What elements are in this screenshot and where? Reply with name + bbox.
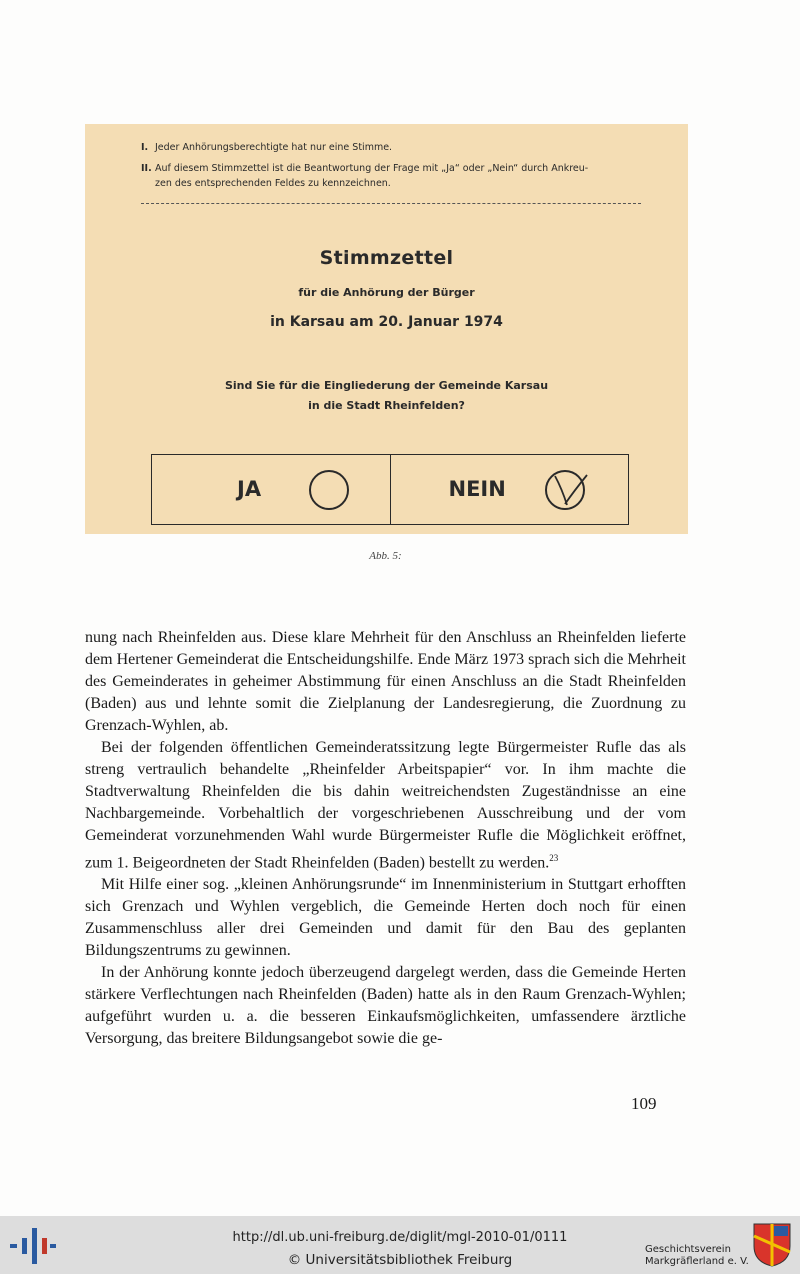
- coat-of-arms-icon: [752, 1222, 792, 1268]
- footnote-ref: 23: [549, 853, 559, 863]
- question-line-2: in die Stadt Rheinfelden?: [308, 399, 465, 412]
- ballot-place-date: in Karsau am 20. Januar 1974: [270, 314, 503, 330]
- instruction-2: [141, 161, 641, 176]
- paragraph: Bei der folgenden öffentlichen Gemeinderatssitzung legte Bürgermeister Rufle das als streng vertraulich behandelte „Rheinfelder Arbeitspapier“ vor. In ihm machte die Stadtverwaltung Rheinfelden die bis dahin weitreichendsten Zugeständnisse an eine Nachbargemeinde. Vorbehaltlich der vorgeschriebenen Ausschreibung und der vom Gemeinderat vorzunehmenden Wahl wurde Bürgermeister Rufle die Möglichkeit eröffnet, zum 1. Beigeordneten der Stadt Rheinfelden (Baden) bestellt zu werden.$^{23}$: [85, 739, 686, 872]
- no-label: NEIN: [448, 477, 506, 501]
- instruction-number: I.: [141, 142, 149, 153]
- vote-options: [151, 454, 629, 525]
- paragraph: nung nach Rheinfelden aus. Diese klare Mehrheit für den Anschluss an Rheinfelden lieferte dem Hertener Gemeinderat die Entscheidungshilfe. Ende März 1973 sprach sich die Mehrheit des Gemeinderates in geheimer Abstimmung für einen Anschluss an die Stadt Rheinfelden (Baden) aus und lehnte somit die Zielplanung der Landesregierung, die Zuordnung zu Grenzach-Wyhlen, ab.: [85, 629, 686, 734]
- paragraph: Mit Hilfe einer sog. „kleinen Anhörungsrunde“ im Innenministerium in Stuttgart erhofften sich Grenzach und Wyhlen vergeblich, die Gemeinde Herten doch noch für einen Zusammenschluss aller drei Gemeinden und damit für den Bau des geplanten Bildungszentrums zu gewinnen.: [85, 876, 686, 960]
- page-number: 109: [631, 1094, 657, 1113]
- ballot-instructions: [141, 140, 641, 191]
- instruction-continuation: zen des entsprechenden Feldes zu kennzeichnen.: [155, 178, 391, 189]
- instruction-text: Jeder Anhörungsberechtigte hat nur eine Stimme.: [155, 142, 393, 153]
- instruction-number: II.: [141, 163, 152, 174]
- yes-circle-icon: [306, 467, 352, 513]
- ballot-question: [85, 376, 688, 416]
- instruction-text: Auf diesem Stimmzettel ist die Beantwortung der Frage mit „Ja“ oder „Nein“ durch Ankreu-: [155, 163, 589, 174]
- yes-label: JA: [237, 477, 262, 501]
- question-line-1: Sind Sie für die Eingliederung der Gemeinde Karsau: [224, 379, 549, 392]
- footer-bar: [0, 1216, 800, 1274]
- ballot-image: [85, 124, 688, 534]
- dashed-divider: [141, 203, 641, 204]
- copyright-text: © Universitätsbibliothek Freiburg: [287, 1252, 513, 1268]
- no-circle-crossed-icon: [541, 467, 591, 513]
- option-no: [390, 455, 629, 524]
- option-yes: [152, 455, 390, 524]
- society-name: Geschichtsverein Markgräflerland e. V.: [645, 1244, 749, 1267]
- body-text: [85, 627, 686, 1050]
- ballot-title: Stimmzettel: [319, 247, 454, 269]
- instruction-1: [141, 140, 641, 155]
- figure-caption: Abb. 5:: [369, 550, 402, 562]
- paragraph: In der Anhörung konnte jedoch überzeugend dargelegt werden, dass die Gemeinde Herten stärkere Verflechtungen nach Rheinfelden (Baden) hatte als in den Raum Grenzach-Wyhlen; aufgeführt wurden u. a. die besseren Einkaufsmöglichkeiten, umfassendere ärztliche Versorgung, das breitere Bildungsangebot sowie die ge-: [85, 964, 686, 1048]
- ballot-subtitle: für die Anhörung der Bürger: [298, 286, 475, 299]
- source-url[interactable]: http://dl.ub.uni-freiburg.de/diglit/mgl-2010-01/0111: [232, 1230, 568, 1245]
